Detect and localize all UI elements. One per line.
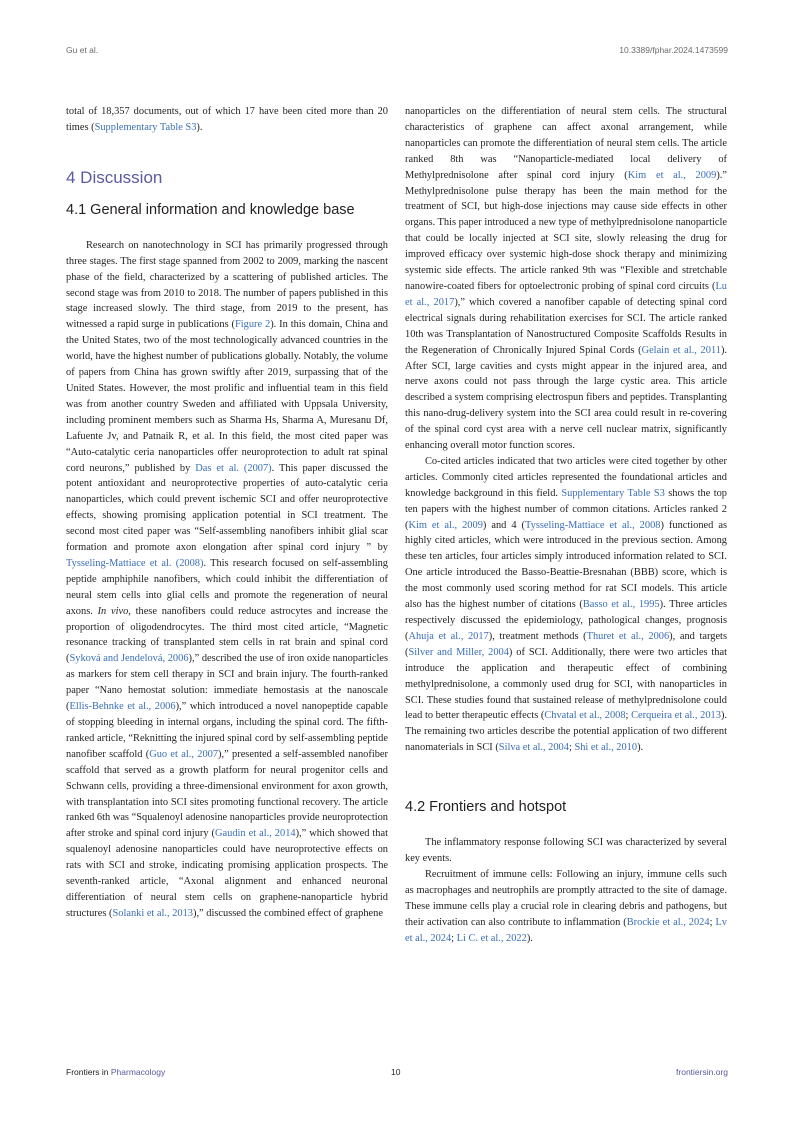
citation-link[interactable]: Silver and Miller, 2004 [408, 646, 509, 658]
citation-link[interactable]: Li C. et al., 2022 [456, 932, 527, 944]
text-run: ),” described the use of iron oxide nanoparticles as markers for stem cell therapy in SCI and brain injury. The fourth-ranked paper “Nano hemostat solution: immediate hemostasis at the nanoscale ( [66, 653, 388, 713]
text-run: . This paper discussed the potent antioxidant and neuroprotective properties of auto-catalytic ceria nanoparticles, which could prevent ischemic SCI and offer neuroprotective effects, showing promising application potential in SCI treatment. The second most cited paper was “Self-assembling nanofibers inhibit glial scar formation and promote axon elongation after spinal cord injury ” by [66, 462, 389, 554]
paragraph-immune-cells [405, 867, 727, 947]
text-run: ) and 4 ( [482, 519, 526, 531]
text-run: ; [451, 932, 457, 944]
text-run: total of 18,357 documents, out of which 17 have been cited more than 20 times ( [66, 106, 388, 133]
citation-link[interactable]: Kim et al., 2009 [408, 519, 483, 531]
text-run: ),” which showed that squalenoyl adenosine nanoparticles could have neuroprotective effects on rats with SCI and stroke, indicating promising application prospects. The seventh-ranked article, “Axonal alignment and enhanced neuronal differentiation of neural stem cells on graphene-nanoparticle hybrid structures ( [66, 828, 388, 919]
citation-link[interactable]: Figure 2 [234, 319, 271, 331]
left-column [66, 104, 388, 922]
footer-journal-name: Pharmacology [110, 1067, 166, 1077]
citation-link[interactable]: Lu et al., 2017 [405, 280, 727, 308]
citation-link[interactable]: Chvatal et al., 2008 [544, 710, 626, 722]
citation-link[interactable]: Tysseling-Mattiace et al. (2008) [66, 557, 204, 569]
text-run: ; [568, 742, 575, 754]
text-run: ). [196, 121, 203, 133]
citation-link[interactable]: Gaudin et al., 2014 [215, 828, 296, 840]
italic-term: In vivo [97, 605, 129, 617]
citation-link[interactable]: Ahuja et al., 2017 [408, 630, 489, 642]
text-run: shows the top ten papers with the highest number of common citations. Articles ranked 2 ( [405, 487, 727, 531]
text-run: ) of SCI. Additionally, there were two articles that introduce the application and therapeutic effect of combining methylprednisolone, a commonly used drug for SCI, with nanoparticles in SCI. These studies found that sustained release of methylprednisolone could lead to better therapeutic effects ( [405, 646, 727, 722]
text-run: ),” which covered a nanofiber capable of detecting spinal cord electrical signals during rehabilitation exercises for SCI. The article ranked 10th was Transplantation of Nanostructured Composite Scaffolds Results in the Regeneration of Chronically Injured Spinal Cords ( [405, 296, 727, 356]
citation-link[interactable]: Ellis-Behnke et al., 2006 [69, 701, 176, 713]
text-run: ).” Methylprednisolone pulse therapy has been the main method for the treatment of SCI, but high-dose injections may cause side effects in other organs. This paper introduced a new type of methylprednisolone nanoparticle that could be locally injected at SCI site, slowly releasing the drug for improved efficacy over systemic high-dose shock therapy and minimizing systemic side effects. The article ranked 9th was “Flexible and stretchable nanowire-coated fibers for optoelectronic probing of spinal cord circuits ( [405, 169, 727, 292]
text-run: ). [637, 742, 644, 754]
subsection-title-frontiers: 4.2 Frontiers and hotspot [405, 799, 567, 816]
text-run: ),” discussed the combined effect of graphene [193, 907, 383, 919]
paragraph-stages [66, 238, 388, 922]
citation-link[interactable]: Syková and Jendelová, 2006 [69, 653, 189, 665]
citation-link[interactable]: Gelain et al., 2011 [641, 344, 721, 356]
footer-journal-prefix: Frontiers in [66, 1067, 111, 1077]
text-run: ). In this domain, China and the United States, two of the most technologically advanced countries in the world, have the highest number of publications globally. Notably, the volume of papers from China has grown swiftly after 2019, surpassing that of the United States. However, the most prolific and influential team in this field was from another country Sweden and affiliated with Uppsala University, including prominent members such as Sharma Hs, Sharma A, Muresanu Df, Lafuente Jv, and Patnaik R, et al. In this field, the most cited paper was “Auto-catalytic ceria nanoparticles offer neuroprotection to adult rat spinal cord neurons,” published by [66, 319, 388, 474]
citation-link[interactable]: Solanki et al., 2013 [112, 907, 193, 919]
citation-link[interactable]: Cerqueira et al., 2013 [631, 710, 721, 722]
citation-link[interactable]: Basso et al., 1995 [582, 599, 660, 611]
text-run: ). Three articles respectively discussed the epidemiology, pathological changes, prognosis ( [405, 599, 727, 642]
paragraph-continued [405, 104, 727, 454]
text-run: ) functioned as highly cited articles, which were introduced in the previous section. Among these ten articles, four articles simply introduced information related to SCI. One article introduced the Basso-Beattie-Bresnahan (BBB) score, which is the most commonly used scoring method for rat SCI models. This article also has the highest number of citations ( [405, 519, 728, 611]
citation-link[interactable]: Supplementary Table S3 [561, 487, 665, 499]
citation-link[interactable]: Lv et al., 2024 [405, 916, 727, 944]
text-run: Co-cited articles indicated that two articles were cited together by other articles. Commonly cited articles represented the foundational articles and knowledge background in this field. [405, 455, 727, 499]
text-run: . This research focused on self-assembling peptide amphiphile nanofibers, which could inhibit the differentiation of neural stem cells into glial cells and promote the regeneration of neural axons. [66, 557, 389, 617]
text-run: ; [625, 710, 632, 722]
citation-link[interactable]: Brockie et al., 2024 [626, 916, 710, 928]
text-run: ), and targets ( [405, 630, 727, 658]
intro-paragraph [66, 104, 388, 136]
text-run: ; [709, 916, 716, 928]
running-header-authors: Gu et al. [66, 45, 99, 55]
running-header-doi: 10.3389/fphar.2024.1473599 [619, 45, 728, 55]
citation-link[interactable]: Das et al. (2007) [195, 462, 272, 474]
right-column [405, 104, 727, 947]
citation-link[interactable]: Thuret et al., 2006 [586, 630, 670, 642]
footer-journal [66, 1067, 165, 1077]
citation-link[interactable]: Supplementary Table S3 [94, 121, 197, 133]
text-run: , these nanofibers could reduce astrocytes and increase the proportion of oligodendrocytes. The third most cited article, “Magnetic resonance tracking of transplanted stem cells in rat brain and spinal cord ( [66, 605, 389, 665]
text-run: ). The remaining two articles describe the potential application of two different nanomaterials in SCI ( [405, 710, 727, 754]
citation-link[interactable]: Kim et al., 2009 [627, 169, 717, 181]
text-run: ). After SCI, large cavities and cysts might appear in the injured area, and nerve axons could not pass through the large cystic area. This article described a system comprising electrospun fibers and peptides. Transplanting this nano-drug-delivery system into the SCI area could result in re-covering of the spinal cord cyst area with a nerve cell nuclear matrix, significantly enhancing overall motor function scores. [405, 344, 728, 452]
paragraph-inflammatory [405, 835, 727, 867]
citation-link[interactable]: Tysseling-Mattiace et al., 2008 [525, 519, 661, 531]
text-run: Recruitment of immune cells: Following an injury, immune cells such as macrophages and neutrophils are promptly attracted to the site of damage. These immune cells play a crucial role in clearing debris and pathogens, but their activation can also contribute to inflammation ( [405, 868, 727, 928]
text-run: ),” presented a self-assembled nanofiber scaffold that served as a growth platform for neural progenitor cells and Schwann cells, providing a three-dimensional environment for axon growth, with transplantation into SCI sites promoting functional recovery. The article ranked 6th was “Squalenoyl adenosine nanoparticles provide neuroprotection after stroke and spinal cord injury ( [66, 748, 388, 840]
text-run: nanoparticles on the differentiation of neural stem cells. The structural characteristics of graphene can affect axonal arrangement, while nanoparticles can promote the differentiation of neural stem cells. The article ranked 8th was “Nanoparticle-mediated local delivery of Methylprednisolone after spinal cord injury ( [405, 106, 727, 181]
footer-website: frontiersin.org [676, 1067, 728, 1077]
citation-link[interactable]: Silva et al., 2004 [498, 742, 569, 754]
text-run: ),” which introduced a novel nanopeptide capable of stopping bleeding in internal organs, including the spinal cord. The fifth-ranked article, “Reknitting the injured spinal cord by self-assembling peptide nanofiber scaffold ( [66, 701, 388, 760]
text-run: The inflammatory response following SCI was characterized by several key events. [405, 837, 727, 865]
citation-link[interactable]: Shi et al., 2010 [574, 742, 638, 754]
page-number: 10 [391, 1067, 401, 1077]
text-run: Research on nanotechnology in SCI has primarily progressed through three stages. The first stage spanned from 2002 to 2009, marking the nascent phase of the field, characterized by a scattering of published articles. The second stage was from 2010 to 2018. The number of papers published in this stage increased slowly. The third stage, from 2019 to the present, has witnessed a rapid surge in publications ( [66, 239, 388, 331]
section-title-discussion: 4 Discussion [66, 167, 163, 187]
citation-link[interactable]: Guo et al., 2007 [149, 748, 219, 760]
paragraph-co-cited [405, 454, 727, 756]
subsection-title-general-info: 4.1 General information and knowledge base [66, 201, 355, 218]
text-run: ). [526, 932, 533, 944]
text-run: ), treatment methods ( [488, 630, 587, 642]
